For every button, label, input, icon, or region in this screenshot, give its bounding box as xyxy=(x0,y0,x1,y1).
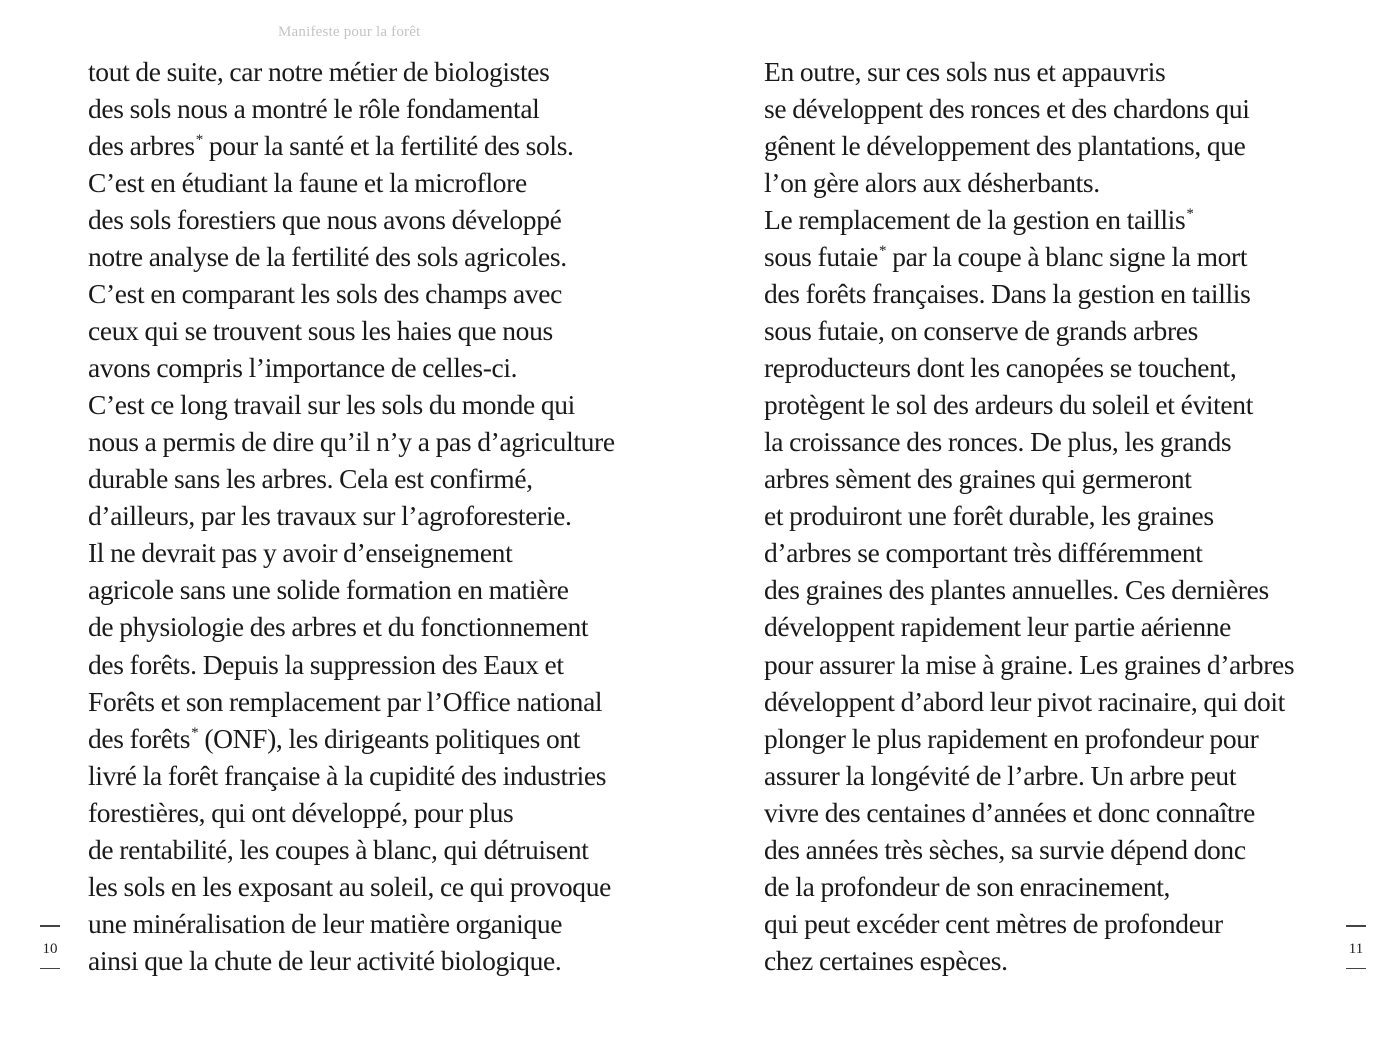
glossary-asterisk: * xyxy=(879,243,887,260)
text-line xyxy=(88,905,648,942)
text-line xyxy=(88,868,648,905)
line-text: gênent le développement des plantations, que xyxy=(764,130,1246,162)
text-line xyxy=(88,201,648,238)
line-text-continued: pour la santé et la fertilité des sols. xyxy=(202,130,574,162)
text-line xyxy=(88,90,648,127)
line-text: chez certaines espèces. xyxy=(764,944,1008,976)
line-text: des forêts. Depuis la suppression des Eaux et xyxy=(88,648,564,680)
text-line xyxy=(88,646,648,683)
right-page-text xyxy=(764,53,1324,979)
line-text: et produiront une forêt durable, les graines xyxy=(764,500,1214,532)
text-line xyxy=(764,868,1324,905)
text-line xyxy=(88,349,648,386)
text-line xyxy=(88,275,648,312)
folio-rule-top xyxy=(1346,925,1366,927)
text-line xyxy=(88,942,648,979)
line-text: pour assurer la mise à graine. Les graines d’arbres xyxy=(764,648,1295,680)
line-text: d’arbres se comportant très différemment xyxy=(764,537,1203,569)
line-text: assurer la longévité de l’arbre. Un arbre peut xyxy=(764,759,1237,791)
text-line xyxy=(764,349,1324,386)
text-line xyxy=(88,460,648,497)
text-line xyxy=(88,497,648,534)
text-line xyxy=(764,905,1324,942)
text-line xyxy=(764,460,1324,497)
right-page-folio xyxy=(1344,925,1368,969)
text-line xyxy=(764,238,1324,275)
text-line xyxy=(764,386,1324,423)
page-number-right: 11 xyxy=(1348,940,1364,957)
text-line xyxy=(764,646,1324,683)
line-text: des graines des plantes annuelles. Ces dernières xyxy=(764,574,1269,606)
text-line xyxy=(88,423,648,460)
text-line xyxy=(764,942,1324,979)
line-text: une minéralisation de leur matière organique xyxy=(88,907,563,939)
line-text: vivre des centaines d’années et donc connaître xyxy=(764,796,1255,828)
text-line xyxy=(764,683,1324,720)
line-text: C’est en étudiant la faune et la microflore xyxy=(88,167,527,199)
text-line xyxy=(88,164,648,201)
text-line xyxy=(88,386,648,423)
text-line xyxy=(764,497,1324,534)
line-text: la croissance des ronces. De plus, les grands xyxy=(764,426,1232,458)
line-text: qui peut excéder cent mètres de profondeur xyxy=(764,907,1223,939)
text-line xyxy=(764,275,1324,312)
line-text: des forêts françaises. Dans la gestion en taillis xyxy=(764,278,1251,310)
left-page-folio xyxy=(38,925,62,969)
text-line xyxy=(88,53,648,90)
text-line xyxy=(764,534,1324,571)
line-text: C’est en comparant les sols des champs avec xyxy=(88,278,563,310)
line-text: C’est ce long travail sur les sols du monde qui xyxy=(88,389,575,421)
page-number-left: 10 xyxy=(42,940,58,957)
line-text: avons compris l’importance de celles-ci. xyxy=(88,352,518,384)
line-text: de physiologie des arbres et du fonctionnement xyxy=(88,611,589,643)
line-text: ainsi que la chute de leur activité biologique. xyxy=(88,944,562,976)
line-text: sous futaie, on conserve de grands arbres xyxy=(764,315,1198,347)
text-line xyxy=(764,423,1324,460)
text-line xyxy=(764,720,1324,757)
text-line xyxy=(764,831,1324,868)
line-text: développent rapidement leur partie aérienne xyxy=(764,611,1232,643)
text-line xyxy=(88,534,648,571)
glossary-asterisk: * xyxy=(195,132,203,149)
glossary-asterisk: * xyxy=(1186,206,1194,223)
text-line xyxy=(88,608,648,645)
text-line xyxy=(88,127,648,164)
text-line xyxy=(88,831,648,868)
text-line xyxy=(764,90,1324,127)
text-line xyxy=(88,757,648,794)
glossary-asterisk: * xyxy=(191,724,199,741)
line-text: développent d’abord leur pivot racinaire, qui doit xyxy=(764,685,1285,717)
text-line xyxy=(88,683,648,720)
text-line xyxy=(764,53,1324,90)
line-text: livré la forêt française à la cupidité des industries xyxy=(88,759,607,791)
line-text: des années très sèches, sa survie dépend donc xyxy=(764,833,1246,865)
line-text: se développent des ronces et des chardons qui xyxy=(764,93,1250,125)
left-page-text xyxy=(88,53,648,979)
text-line xyxy=(764,201,1324,238)
line-text: de rentabilité, les coupes à blanc, qui détruisent xyxy=(88,833,589,865)
line-text: d’ailleurs, par les travaux sur l’agroforesterie. xyxy=(88,500,572,532)
text-line xyxy=(764,127,1324,164)
text-line xyxy=(764,794,1324,831)
line-text: tout de suite, car notre métier de biologistes xyxy=(88,56,550,87)
folio-rule-bottom xyxy=(40,968,60,970)
line-text: agricole sans une solide formation en matière xyxy=(88,574,569,606)
folio-rule-bottom xyxy=(1346,968,1366,970)
line-text: En outre, sur ces sols nus et appauvris xyxy=(764,56,1166,87)
line-text: des forêts xyxy=(88,722,191,754)
line-text: l’on gère alors aux désherbants. xyxy=(764,167,1100,199)
text-line xyxy=(764,757,1324,794)
line-text: de la profondeur de son enracinement, xyxy=(764,870,1171,902)
line-text: durable sans les arbres. Cela est confirmé, xyxy=(88,463,533,495)
line-text: Il ne devrait pas y avoir d’enseignement xyxy=(88,537,513,569)
line-text: des sols forestiers que nous avons développé xyxy=(88,204,562,236)
text-line xyxy=(88,794,648,831)
text-line xyxy=(88,312,648,349)
line-text: forestières, qui ont développé, pour plus xyxy=(88,796,514,828)
line-text: ceux qui se trouvent sous les haies que nous xyxy=(88,315,553,347)
folio-rule-top xyxy=(40,925,60,927)
text-line xyxy=(764,608,1324,645)
text-line xyxy=(764,312,1324,349)
line-text: plonger le plus rapidement en profondeur pour xyxy=(764,722,1259,754)
line-text: Forêts et son remplacement par l’Office national xyxy=(88,685,603,717)
line-text: des sols nous a montré le rôle fondamental xyxy=(88,93,540,125)
line-text: sous futaie xyxy=(764,241,879,273)
line-text: Le remplacement de la gestion en taillis xyxy=(764,204,1186,236)
running-head: Manifeste pour la forêt xyxy=(278,24,421,40)
text-line xyxy=(764,571,1324,608)
line-text: notre analyse de la fertilité des sols agricoles. xyxy=(88,241,567,273)
line-text: protègent le sol des ardeurs du soleil et évitent xyxy=(764,389,1253,421)
line-text: arbres sèment des graines qui germeront xyxy=(764,463,1192,495)
text-line xyxy=(764,164,1324,201)
text-line xyxy=(88,720,648,757)
line-text: les sols en les exposant au soleil, ce qui provoque xyxy=(88,870,611,902)
line-text-continued: (ONF), les dirigeants politiques ont xyxy=(198,722,581,754)
text-line xyxy=(88,571,648,608)
line-text: nous a permis de dire qu’il n’y a pas d’agriculture xyxy=(88,426,615,458)
text-line xyxy=(88,238,648,275)
line-text-continued: par la coupe à blanc signe la mort xyxy=(886,241,1248,273)
line-text: des arbres xyxy=(88,130,195,162)
line-text: reproducteurs dont les canopées se touchent, xyxy=(764,352,1237,384)
